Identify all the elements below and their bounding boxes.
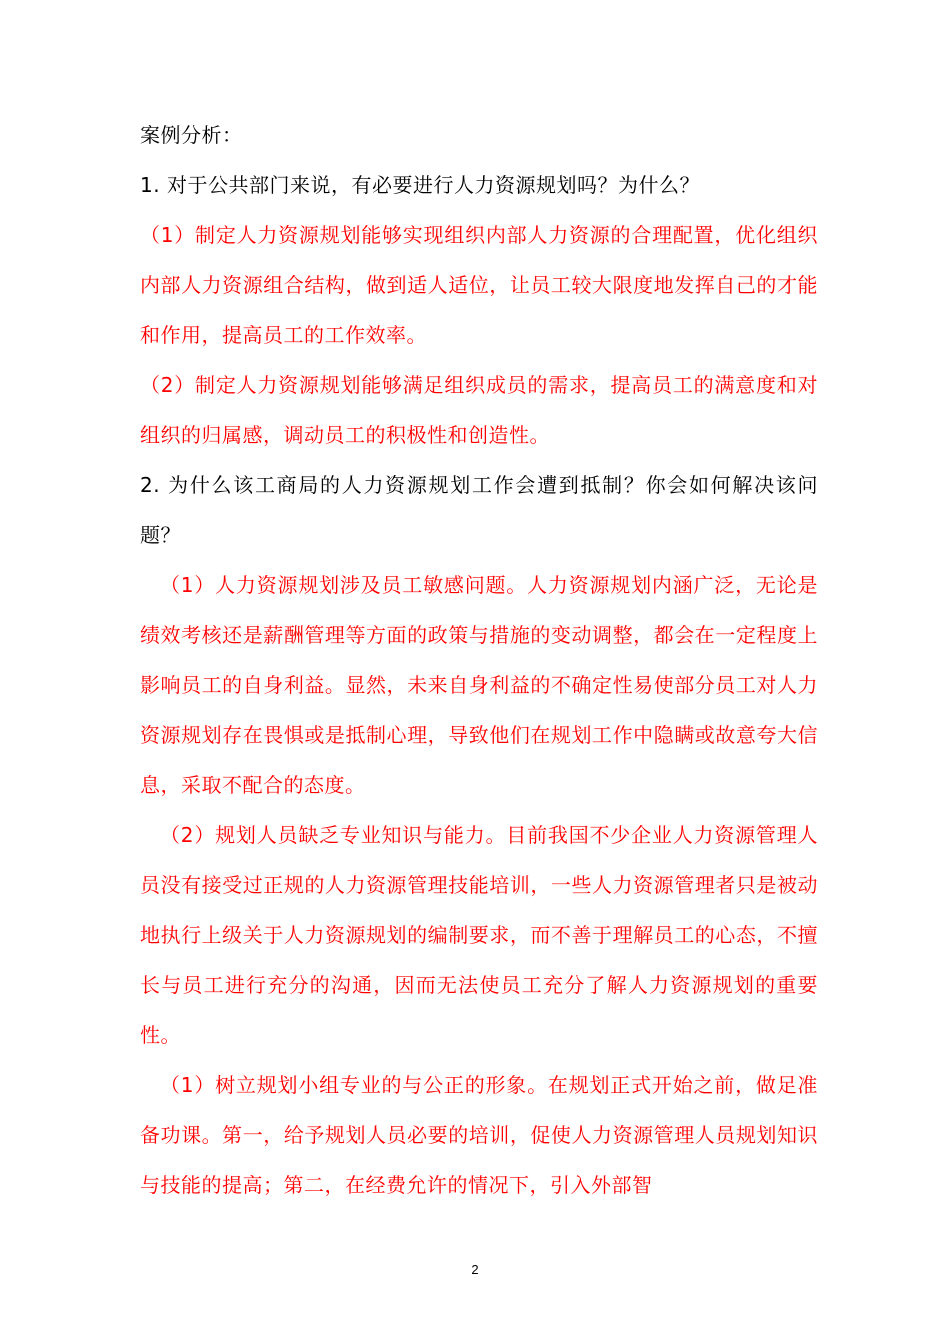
question-2: 2. 为什么该工商局的人力资源规划工作会遭到抵制？你会如何解决该问题？: [140, 473, 818, 547]
answer-2-point-2: （2）规划人员缺乏专业知识与能力。目前我国不少企业人力资源管理人员没有接受过正规的人力资源管理技能培训，一些人力资源管理者只是被动地执行上级关于人力资源规划的编制要求，而不善于理解员工的心态，不擅长与员工进行充分的沟通，因而无法使员工充分了解人力资源规划的重要性。: [140, 823, 818, 1047]
answer-1-point-2: （2）制定人力资源规划能够满足组织成员的需求，提高员工的满意度和对组织的归属感，调动员工的积极性和创造性。: [140, 373, 818, 447]
question-1: 1. 对于公共部门来说，有必要进行人力资源规划吗？为什么？: [140, 173, 700, 197]
page-number: 2: [471, 1262, 479, 1277]
answer-2-solution-1: （1）树立规划小组专业的与公正的形象。在规划正式开始之前，做足准备功课。第一，给予规划人员必要的培训，促使人力资源管理人员规划知识与技能的提高；第二，在经费允许的情况下，引入外部智: [140, 1073, 818, 1197]
section-heading: 案例分析：: [140, 123, 243, 147]
answer-1-point-1: （1）制定人力资源规划能够实现组织内部人力资源的合理配置，优化组织内部人力资源组合结构，做到适人适位，让员工较大限度地发挥自己的才能和作用，提高员工的工作效率。: [140, 223, 818, 347]
answer-2-point-1: （1）人力资源规划涉及员工敏感问题。人力资源规划内涵广泛，无论是绩效考核还是薪酬管理等方面的政策与措施的变动调整，都会在一定程度上影响员工的自身利益。显然，未来自身利益的不确定性易使部分员工对人力资源规划存在畏惧或是抵制心理，导致他们在规划工作中隐瞒或故意夸大信息，采取不配合的态度。: [140, 573, 818, 797]
document-body: [140, 110, 818, 1210]
